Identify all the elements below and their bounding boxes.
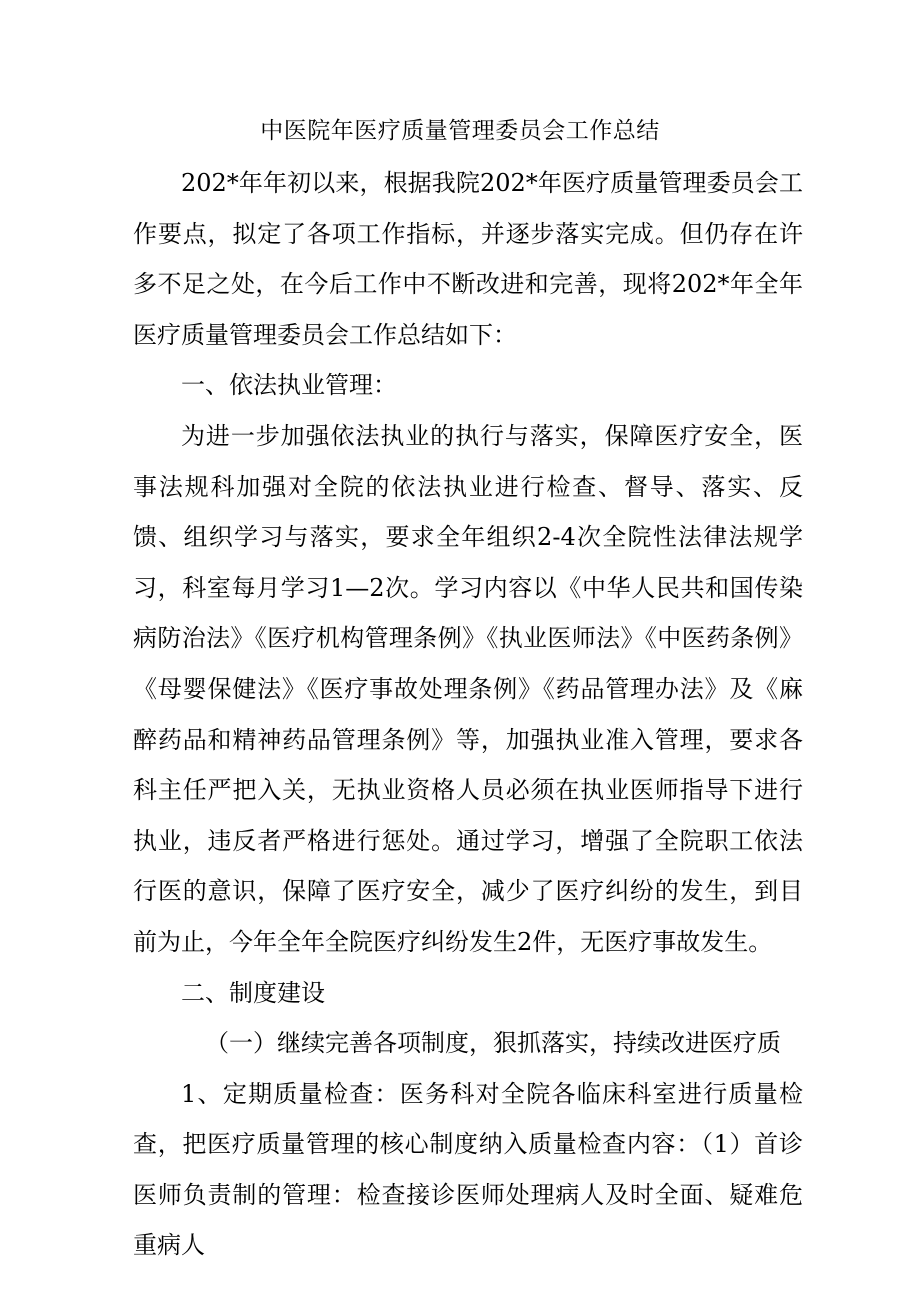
document-body <box>133 158 803 1271</box>
document-title: 中医院年医疗质量管理委员会工作总结 <box>260 118 660 144</box>
intro-paragraph: 202*年年初以来，根据我院202*年医疗质量管理委员会工作要点，拟定了各项工作指标，并逐步落实完成。但仍存在许多不足之处，在今后工作中不断改进和完善，现将202*年全年医疗质量管理委员会工作总结如下： <box>133 169 803 349</box>
section-2-item-1: 1、定期质量检查：医务科对全院各临床科室进行质量检查，把医疗质量管理的核心制度纳入质量检查内容：（1）首诊医师负责制的管理：检查接诊医师处理病人及时全面、疑难危重病人 <box>133 1079 803 1260</box>
section-1-heading: 一、依法执业管理： <box>181 371 397 400</box>
section-2-subheading: （一）继续完善各项制度，狠抓落实，持续改进医疗质 <box>205 1029 781 1058</box>
section-1-paragraph: 为进一步加强依法执业的执行与落实，保障医疗安全，医事法规科加强对全院的依法执业进行检查、督导、落实、反馈、组织学习与落实，要求全年组织2-4次全院性法律法规学习，科室每月学习1—2次。学习内容以《中华人民共和国传染病防治法》《医疗机构管理条例》《执业医师法》《中医药条例》《母婴保健法》《医疗事故处理条例》《药品管理办法》及《麻醉药品和精神药品管理条例》等，加强执业准入管理，要求各科主任严把入关，无执业资格人员必须在执业医师指导下进行执业，违反者严格进行惩处。通过学习，增强了全院职工依法行医的意识，保障了医疗安全，减少了医疗纠纷的发生，到目前为止，今年全年全院医疗纠纷发生2件，无医疗事故发生。 <box>133 421 803 956</box>
section-2-heading: 二、制度建设 <box>181 978 325 1007</box>
